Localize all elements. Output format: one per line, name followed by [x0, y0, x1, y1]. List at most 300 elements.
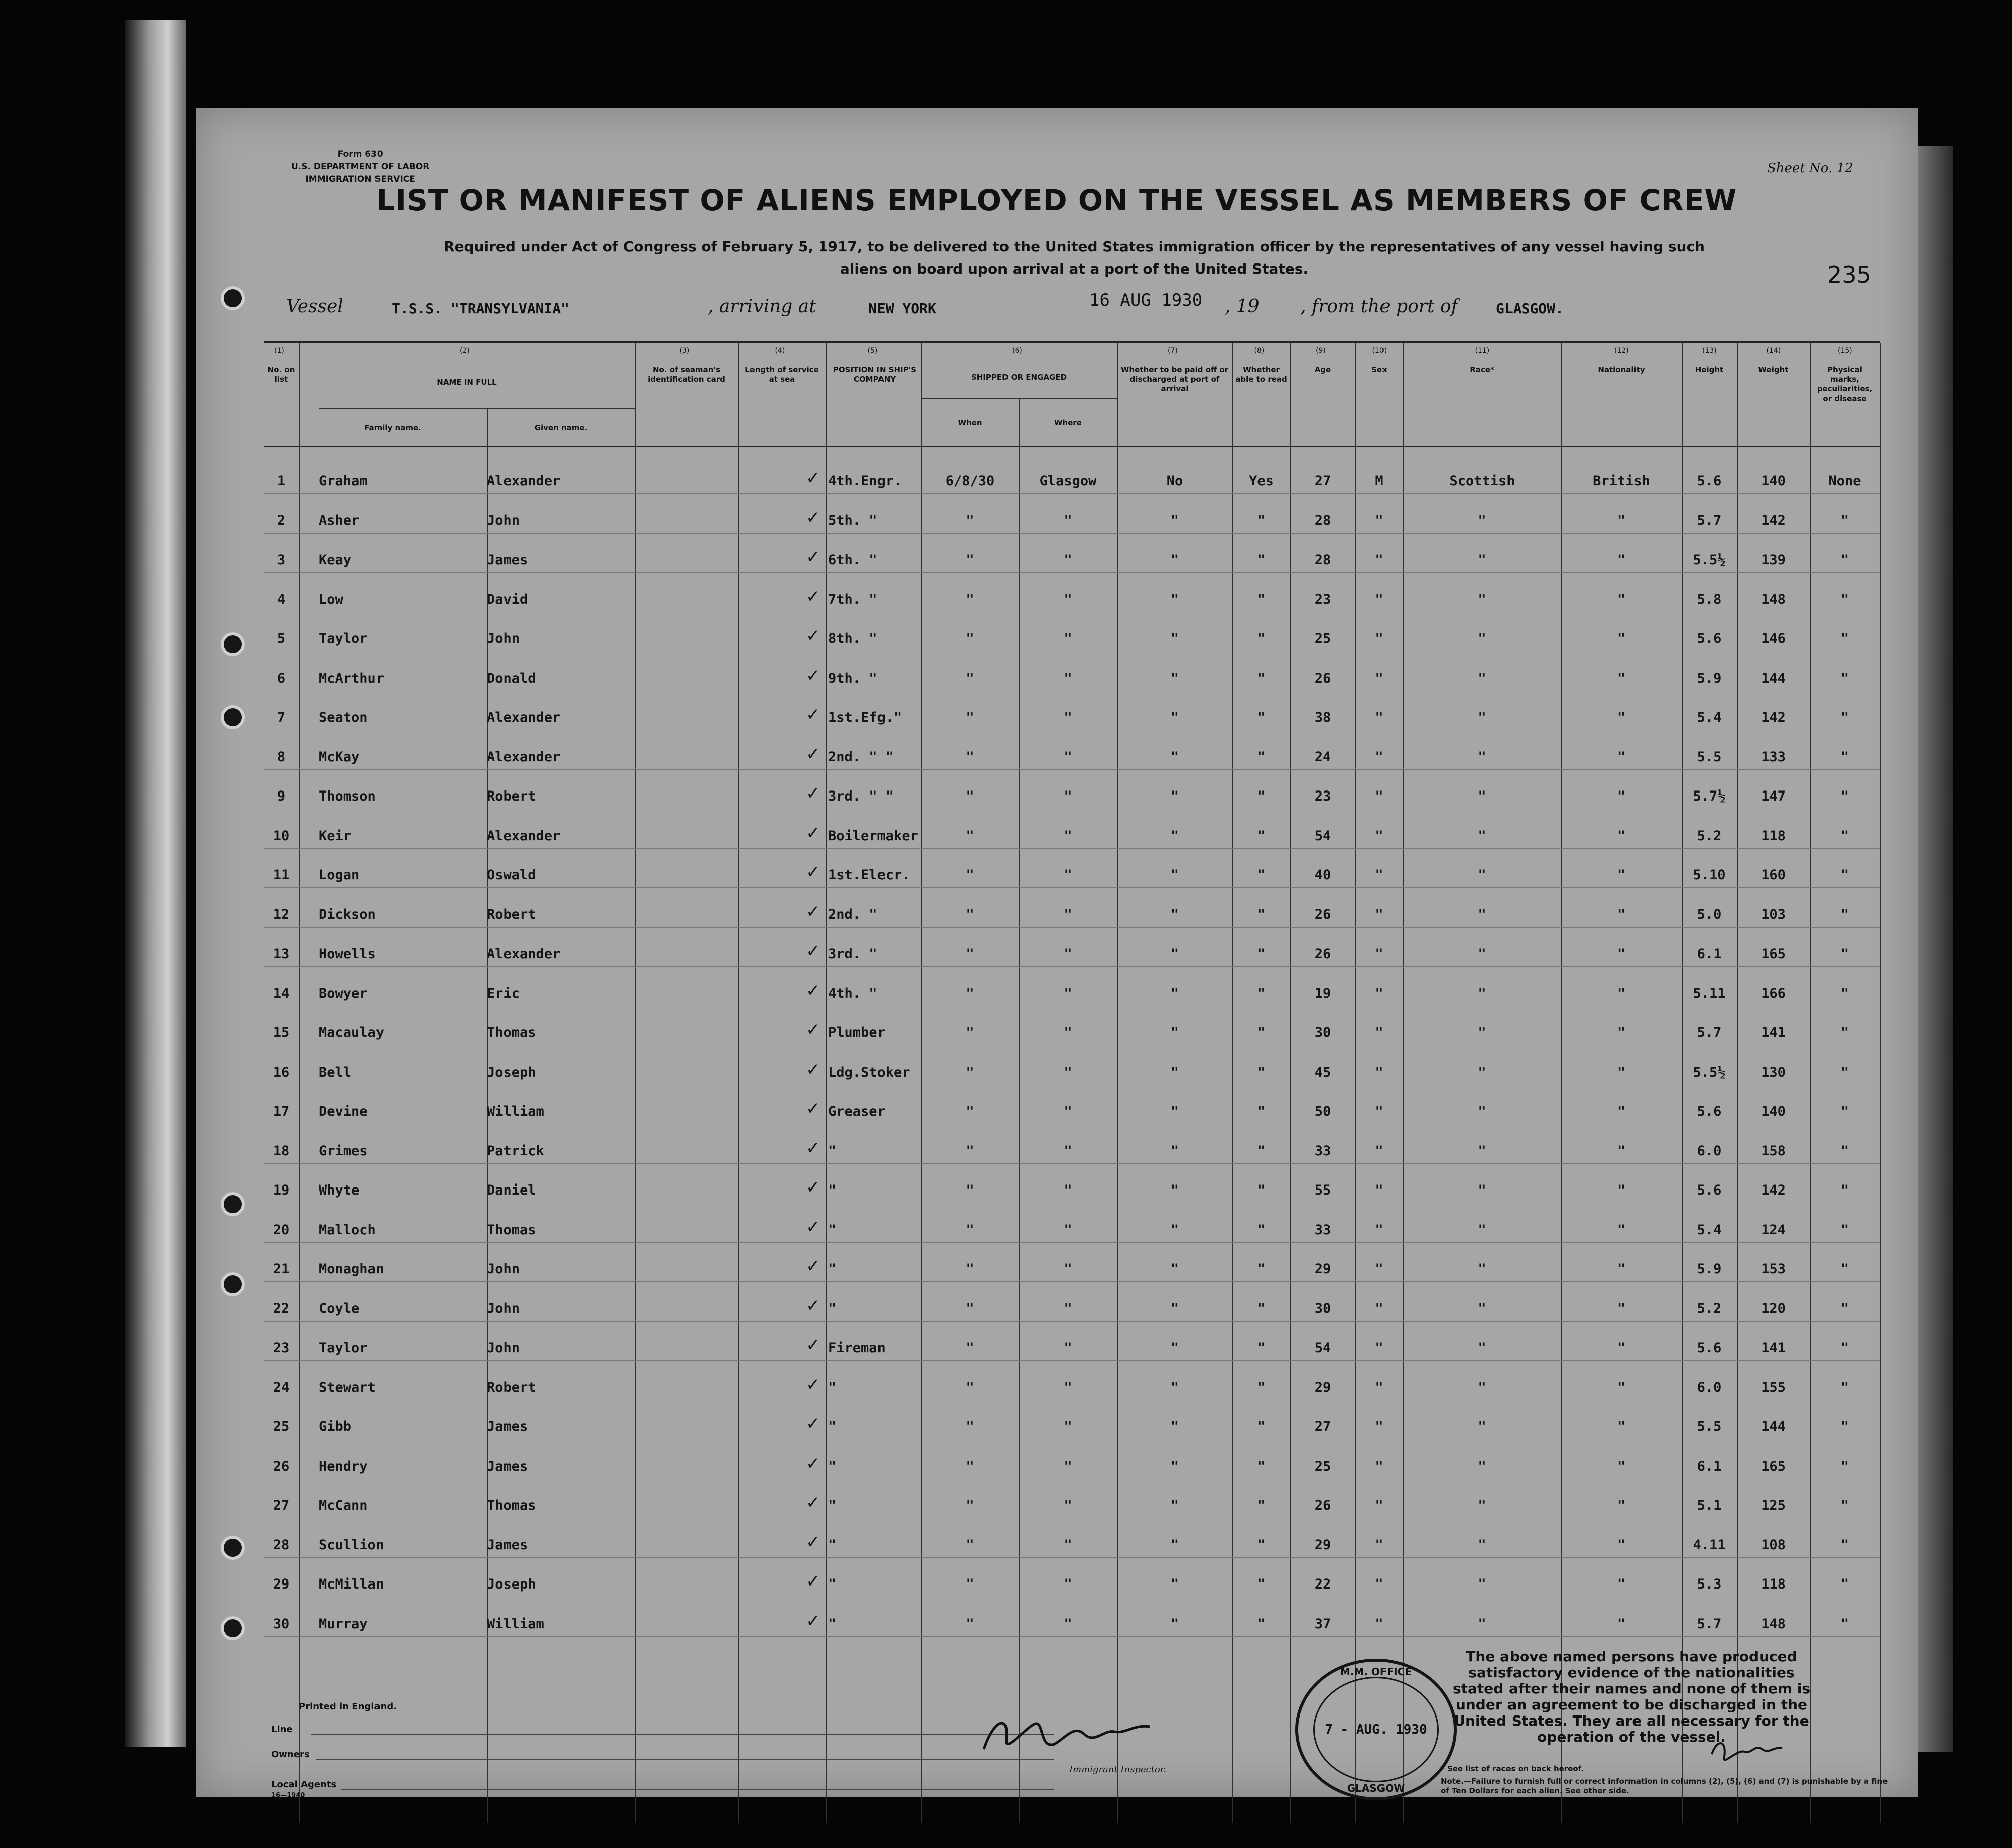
page-subtitle: Required under Act of Congress of February 5, 1917, to be delivered to the United States immigration officer by the representatives of any vessel having such aliens on board upon arrival at a port of the United States. — [444, 238, 1705, 277]
position: Ldg.Stoker — [828, 1064, 910, 1080]
shipped-when: " — [966, 788, 974, 804]
column-number: (1) — [274, 347, 284, 355]
nationality: " — [1617, 512, 1626, 529]
check-mark-icon: ✓ — [806, 1020, 820, 1040]
punch-hole — [221, 632, 245, 656]
position: " — [828, 1300, 837, 1316]
paid-off: " — [1170, 788, 1179, 804]
race: " — [1478, 749, 1486, 765]
column-number: (8) — [1254, 347, 1265, 355]
race: " — [1478, 1379, 1486, 1395]
from-label: , from the port of — [1300, 296, 1458, 317]
position: " — [828, 1537, 837, 1553]
check-mark-icon: ✓ — [806, 665, 820, 686]
age: 23 — [1314, 591, 1331, 607]
shipped-when: " — [966, 985, 974, 1001]
weight: 141 — [1761, 1340, 1786, 1356]
race: " — [1478, 631, 1486, 646]
physical-marks: " — [1840, 1616, 1849, 1632]
paid-off: " — [1170, 1616, 1179, 1632]
height: 5.10 — [1693, 867, 1726, 883]
sex: " — [1375, 946, 1384, 962]
column-number: (10) — [1372, 347, 1387, 355]
weight: 142 — [1761, 710, 1786, 725]
check-mark-icon: ✓ — [806, 468, 820, 488]
check-mark-icon: ✓ — [806, 1335, 820, 1355]
height: 5.9 — [1697, 1261, 1722, 1277]
paid-off: " — [1170, 710, 1179, 725]
sex: " — [1375, 1498, 1384, 1513]
sex: " — [1375, 1419, 1384, 1434]
age: 40 — [1314, 867, 1331, 883]
row-number: 15 — [273, 1025, 290, 1040]
weight: 147 — [1761, 788, 1786, 804]
vessel-name: T.S.S. "TRANSYLVANIA" — [392, 300, 570, 317]
check-mark-icon: ✓ — [806, 626, 820, 646]
family-name: Bowyer — [319, 985, 368, 1001]
shipped-when: " — [966, 670, 974, 686]
weight: 165 — [1761, 1458, 1786, 1474]
row-rule — [264, 1321, 1880, 1322]
height: 5.2 — [1697, 828, 1722, 844]
height: 5.5 — [1697, 1419, 1722, 1434]
sex: " — [1375, 670, 1384, 686]
able-to-read: " — [1257, 1340, 1266, 1356]
paid-off: " — [1170, 1104, 1179, 1119]
height: 5.4 — [1697, 710, 1722, 725]
given-name: John — [487, 631, 520, 646]
stamp-date: 7 - AUG. 1930 — [1325, 1722, 1427, 1737]
column-header: Nationality — [1598, 365, 1645, 374]
sex: M — [1375, 473, 1384, 489]
paid-off: " — [1170, 670, 1179, 686]
race: " — [1478, 1498, 1486, 1513]
paid-off: " — [1170, 552, 1179, 568]
row-number: 24 — [273, 1379, 290, 1395]
sex: " — [1375, 1379, 1384, 1395]
sheet-right-edge — [1918, 146, 1953, 1752]
given-name: William — [487, 1104, 544, 1119]
shipped-when: " — [966, 1379, 974, 1395]
check-mark-icon: ✓ — [806, 547, 820, 567]
position: 4th. " — [828, 985, 877, 1001]
weight: 153 — [1761, 1261, 1786, 1277]
able-to-read: " — [1257, 906, 1266, 922]
row-number: 25 — [273, 1419, 290, 1434]
check-mark-icon: ✓ — [806, 705, 820, 725]
nationality: " — [1617, 670, 1626, 686]
age: 28 — [1314, 552, 1331, 568]
weight: 103 — [1761, 906, 1786, 922]
paid-off: " — [1170, 591, 1179, 607]
row-number: 22 — [273, 1300, 290, 1316]
age: 29 — [1314, 1261, 1331, 1277]
column-number: (3) — [679, 347, 690, 355]
line-label: Line — [271, 1724, 293, 1735]
given-name-header: Given name. — [534, 423, 588, 432]
shipped-where: " — [1064, 985, 1072, 1001]
check-mark-icon: ✓ — [806, 1138, 820, 1158]
row-number: 14 — [273, 985, 290, 1001]
weight: 148 — [1761, 591, 1786, 607]
check-mark-icon: ✓ — [806, 1099, 820, 1119]
position: " — [828, 1182, 837, 1198]
column-header: Race* — [1470, 365, 1494, 374]
given-name: Alexander — [487, 749, 561, 765]
height: 5.8 — [1697, 591, 1722, 607]
column-header: Sex — [1371, 365, 1387, 374]
given-name: Alexander — [487, 946, 561, 962]
nationality: " — [1617, 1340, 1626, 1356]
column-rule — [826, 343, 827, 1823]
nationality: " — [1617, 1616, 1626, 1632]
shipped-where: " — [1064, 1104, 1072, 1119]
nationality: " — [1617, 1064, 1626, 1080]
check-mark-icon: ✓ — [806, 783, 820, 804]
row-number: 7 — [277, 710, 286, 725]
weight: 146 — [1761, 631, 1786, 646]
check-mark-icon: ✓ — [806, 1217, 820, 1237]
check-mark-icon: ✓ — [806, 901, 820, 922]
family-name: Asher — [319, 512, 360, 529]
family-name: Keir — [319, 828, 352, 844]
weight: 142 — [1761, 1182, 1786, 1198]
column-header: No. of seaman's identification card — [648, 365, 725, 384]
height: 5.6 — [1697, 1340, 1722, 1356]
shipped-where: " — [1064, 710, 1072, 725]
shipped-when: " — [966, 631, 974, 646]
nationality: " — [1617, 1104, 1626, 1119]
shipped-when: " — [966, 1182, 974, 1198]
weight: 166 — [1761, 985, 1786, 1001]
family-name: Coyle — [319, 1300, 360, 1316]
sex: " — [1375, 1340, 1384, 1356]
position: 1st.Efg." — [828, 710, 902, 725]
family-name: Stewart — [319, 1379, 376, 1395]
paid-off: " — [1170, 1379, 1179, 1395]
age: 19 — [1314, 985, 1331, 1001]
age: 27 — [1314, 1419, 1331, 1434]
column-number: (13) — [1702, 347, 1717, 355]
punch-hole — [221, 1616, 245, 1640]
race-footnote: * See list of races on back hereof. — [1441, 1764, 1584, 1773]
nationality: " — [1617, 1576, 1626, 1592]
check-mark-icon: ✓ — [806, 1256, 820, 1276]
family-name: Gibb — [319, 1419, 352, 1434]
physical-marks: " — [1840, 1419, 1849, 1434]
physical-marks: " — [1840, 1379, 1849, 1395]
physical-marks: None — [1828, 473, 1861, 489]
given-name: John — [487, 1261, 520, 1277]
punch-hole — [221, 705, 245, 729]
check-mark-icon: ✓ — [806, 1295, 820, 1316]
given-name: John — [487, 512, 520, 529]
height: 5.7 — [1697, 1616, 1722, 1632]
weight: 148 — [1761, 1616, 1786, 1632]
shipped-where: " — [1064, 749, 1072, 765]
physical-marks: " — [1840, 1182, 1849, 1198]
shipped-when: " — [966, 1261, 974, 1277]
family-name: Dickson — [319, 906, 376, 922]
shipped-when: " — [966, 1616, 974, 1632]
position: Boilermaker — [828, 828, 918, 844]
printed-note: Printed in England. — [299, 1701, 397, 1712]
weight: 140 — [1761, 1104, 1786, 1119]
race: " — [1478, 1025, 1486, 1040]
nationality: " — [1617, 1379, 1626, 1395]
column-rule — [299, 343, 300, 1823]
height: 5.6 — [1697, 1104, 1722, 1119]
nationality: British — [1593, 473, 1650, 489]
family-name: Macaulay — [319, 1025, 385, 1040]
race: " — [1478, 985, 1486, 1001]
check-mark-icon: ✓ — [806, 1059, 820, 1080]
paid-off: " — [1170, 867, 1179, 883]
row-number: 4 — [277, 591, 286, 607]
row-rule — [264, 1242, 1880, 1243]
check-mark-icon: ✓ — [806, 862, 820, 882]
weight: 139 — [1761, 552, 1786, 568]
race: " — [1478, 867, 1486, 883]
sex: " — [1375, 1182, 1384, 1198]
race: " — [1478, 828, 1486, 844]
paid-off: " — [1170, 631, 1179, 646]
race: " — [1478, 1182, 1486, 1198]
check-mark-icon: ✓ — [806, 1177, 820, 1198]
column-number: (2) — [460, 347, 470, 355]
nationality: " — [1617, 1419, 1626, 1434]
shipped-when: " — [966, 828, 974, 844]
row-rule — [264, 769, 1880, 770]
age: 25 — [1314, 1458, 1331, 1474]
shipped-where: " — [1064, 1222, 1072, 1238]
row-number: 12 — [273, 906, 290, 922]
physical-marks: " — [1840, 749, 1849, 765]
family-name: Murray — [319, 1616, 368, 1632]
shipped-where: " — [1064, 1537, 1072, 1553]
weight: 165 — [1761, 946, 1786, 962]
physical-marks: " — [1840, 591, 1849, 607]
row-number: 30 — [273, 1616, 290, 1632]
sex: " — [1375, 867, 1384, 883]
height: 5.7½ — [1693, 788, 1726, 804]
sex: " — [1375, 1616, 1384, 1632]
sex: " — [1375, 985, 1384, 1001]
family-name: Taylor — [319, 1340, 368, 1356]
able-to-read: " — [1257, 1182, 1266, 1198]
family-name: Howells — [319, 946, 376, 962]
shipped-when: " — [966, 1064, 974, 1080]
shipped-where: " — [1064, 788, 1072, 804]
sex: " — [1375, 1025, 1384, 1040]
position: " — [828, 1498, 837, 1513]
given-name: John — [487, 1340, 520, 1356]
given-name: Thomas — [487, 1498, 536, 1513]
able-to-read: " — [1257, 1300, 1266, 1316]
position: 9th. " — [828, 670, 877, 686]
able-to-read: " — [1257, 1537, 1266, 1553]
able-to-read: " — [1257, 1379, 1266, 1395]
nationality: " — [1617, 591, 1626, 607]
height: 5.2 — [1697, 1300, 1722, 1316]
physical-marks: " — [1840, 828, 1849, 844]
position: 3rd. " — [828, 946, 877, 962]
shipped-when: " — [966, 867, 974, 883]
sex: " — [1375, 788, 1384, 804]
able-to-read: " — [1257, 552, 1266, 568]
able-to-read: " — [1257, 1419, 1266, 1434]
shipped-where: " — [1064, 1498, 1072, 1513]
paid-off: " — [1170, 1498, 1179, 1513]
height: 5.11 — [1693, 985, 1726, 1001]
shipped-where: " — [1064, 1143, 1072, 1159]
row-rule — [264, 533, 1880, 534]
sex: " — [1375, 1261, 1384, 1277]
shipped-when: " — [966, 1300, 974, 1316]
inspector-label: Immigrant Inspector. — [1069, 1764, 1167, 1775]
given-name: Joseph — [487, 1576, 536, 1592]
position: " — [828, 1222, 837, 1238]
age: 26 — [1314, 1498, 1331, 1513]
age: 54 — [1314, 1340, 1331, 1356]
certification-text: The above named persons have produced satisfactory evidence of the nationalities stated after their names and none of them is under an agreement to be discharged in the United States. They are all necessary for the operation of the vessel. — [1452, 1648, 1811, 1745]
paid-off: " — [1170, 1340, 1179, 1356]
column-number: (15) — [1838, 347, 1852, 355]
weight: 160 — [1761, 867, 1786, 883]
shipped-when: " — [966, 552, 974, 568]
where-header: Where — [1054, 418, 1082, 427]
sex: " — [1375, 749, 1384, 765]
row-rule — [264, 966, 1880, 967]
nationality: " — [1617, 749, 1626, 765]
weight: 142 — [1761, 512, 1786, 529]
race: " — [1478, 512, 1486, 529]
row-number: 11 — [273, 867, 290, 883]
row-number: 1 — [277, 473, 286, 489]
sex: " — [1375, 1143, 1384, 1159]
vessel-line — [196, 286, 1918, 326]
form-code: 16—1940 — [271, 1792, 305, 1799]
able-to-read: Yes — [1249, 473, 1274, 489]
race: " — [1478, 1143, 1486, 1159]
age: 23 — [1314, 788, 1331, 804]
family-name: Seaton — [319, 710, 368, 725]
column-header: SHIPPED OR ENGAGED — [971, 373, 1067, 382]
local-agents-label: Local Agents — [271, 1779, 337, 1790]
sex: " — [1375, 1222, 1384, 1238]
position: 8th. " — [828, 631, 877, 646]
column-header: No. on list — [267, 365, 295, 384]
age: 24 — [1314, 749, 1331, 765]
form-number-block — [291, 148, 429, 186]
column-header: Age — [1314, 365, 1331, 374]
row-number: 26 — [273, 1458, 290, 1474]
row-number: 8 — [277, 749, 286, 765]
height: 5.5 — [1697, 749, 1722, 765]
shipped-where: " — [1064, 1261, 1072, 1277]
shipped-where: " — [1064, 1300, 1072, 1316]
height: 6.1 — [1697, 946, 1722, 962]
column-rule — [738, 343, 739, 1823]
year-label: , 19 — [1225, 296, 1260, 317]
column-number: (12) — [1614, 347, 1629, 355]
row-rule — [264, 1281, 1880, 1282]
race: " — [1478, 1340, 1486, 1356]
position: " — [828, 1379, 837, 1395]
paid-off: " — [1170, 749, 1179, 765]
position: " — [828, 1419, 837, 1434]
position: " — [828, 1616, 837, 1632]
column-number: (7) — [1168, 347, 1178, 355]
punch-hole — [221, 1272, 245, 1296]
shipped-where: " — [1064, 1064, 1072, 1080]
paid-off: " — [1170, 1419, 1179, 1434]
able-to-read: " — [1257, 867, 1266, 883]
race: " — [1478, 670, 1486, 686]
row-number: 27 — [273, 1498, 290, 1513]
position: Plumber — [828, 1025, 886, 1040]
given-name: James — [487, 1419, 528, 1434]
age: 26 — [1314, 670, 1331, 686]
family-name-header: Family name. — [364, 423, 421, 432]
shipped-when: " — [966, 1143, 974, 1159]
weight: 125 — [1761, 1498, 1786, 1513]
sex: " — [1375, 512, 1384, 529]
shipped-where: " — [1064, 631, 1072, 646]
owners-rule — [316, 1759, 1054, 1760]
check-mark-icon: ✓ — [806, 980, 820, 1001]
paid-off: " — [1170, 1025, 1179, 1040]
given-name: Joseph — [487, 1064, 536, 1080]
check-mark-icon: ✓ — [806, 823, 820, 843]
given-name: John — [487, 1300, 520, 1316]
column-header: POSITION IN SHIP'S COMPANY — [833, 365, 917, 384]
physical-marks: " — [1840, 985, 1849, 1001]
height: 5.6 — [1697, 1182, 1722, 1198]
nationality: " — [1617, 985, 1626, 1001]
column-number: (6) — [1012, 347, 1022, 355]
family-name: Logan — [319, 867, 360, 883]
check-mark-icon: ✓ — [806, 1611, 820, 1631]
weight: 120 — [1761, 1300, 1786, 1316]
physical-marks: " — [1840, 1340, 1849, 1356]
shipped-where: " — [1064, 1419, 1072, 1434]
physical-marks: " — [1840, 552, 1849, 568]
physical-marks: " — [1840, 1537, 1849, 1553]
race: " — [1478, 1222, 1486, 1238]
height: 5.5½ — [1693, 1064, 1726, 1080]
able-to-read: " — [1257, 946, 1266, 962]
able-to-read: " — [1257, 1458, 1266, 1474]
shipped-when: " — [966, 749, 974, 765]
physical-marks: " — [1840, 1261, 1849, 1277]
position: 1st.Elecr. — [828, 867, 910, 883]
given-name: Robert — [487, 788, 536, 804]
able-to-read: " — [1257, 1104, 1266, 1119]
shipped-where: " — [1064, 512, 1072, 529]
shipped-when: " — [966, 1458, 974, 1474]
race: " — [1478, 1064, 1486, 1080]
row-number: 19 — [273, 1182, 290, 1198]
row-number: 5 — [277, 631, 286, 646]
able-to-read: " — [1257, 985, 1266, 1001]
family-name: Keay — [319, 552, 352, 568]
document-number: 235 — [1827, 261, 1871, 288]
column-number: (4) — [775, 347, 785, 355]
family-name: McKay — [319, 749, 360, 765]
physical-marks: " — [1840, 631, 1849, 646]
physical-marks: " — [1840, 1025, 1849, 1040]
